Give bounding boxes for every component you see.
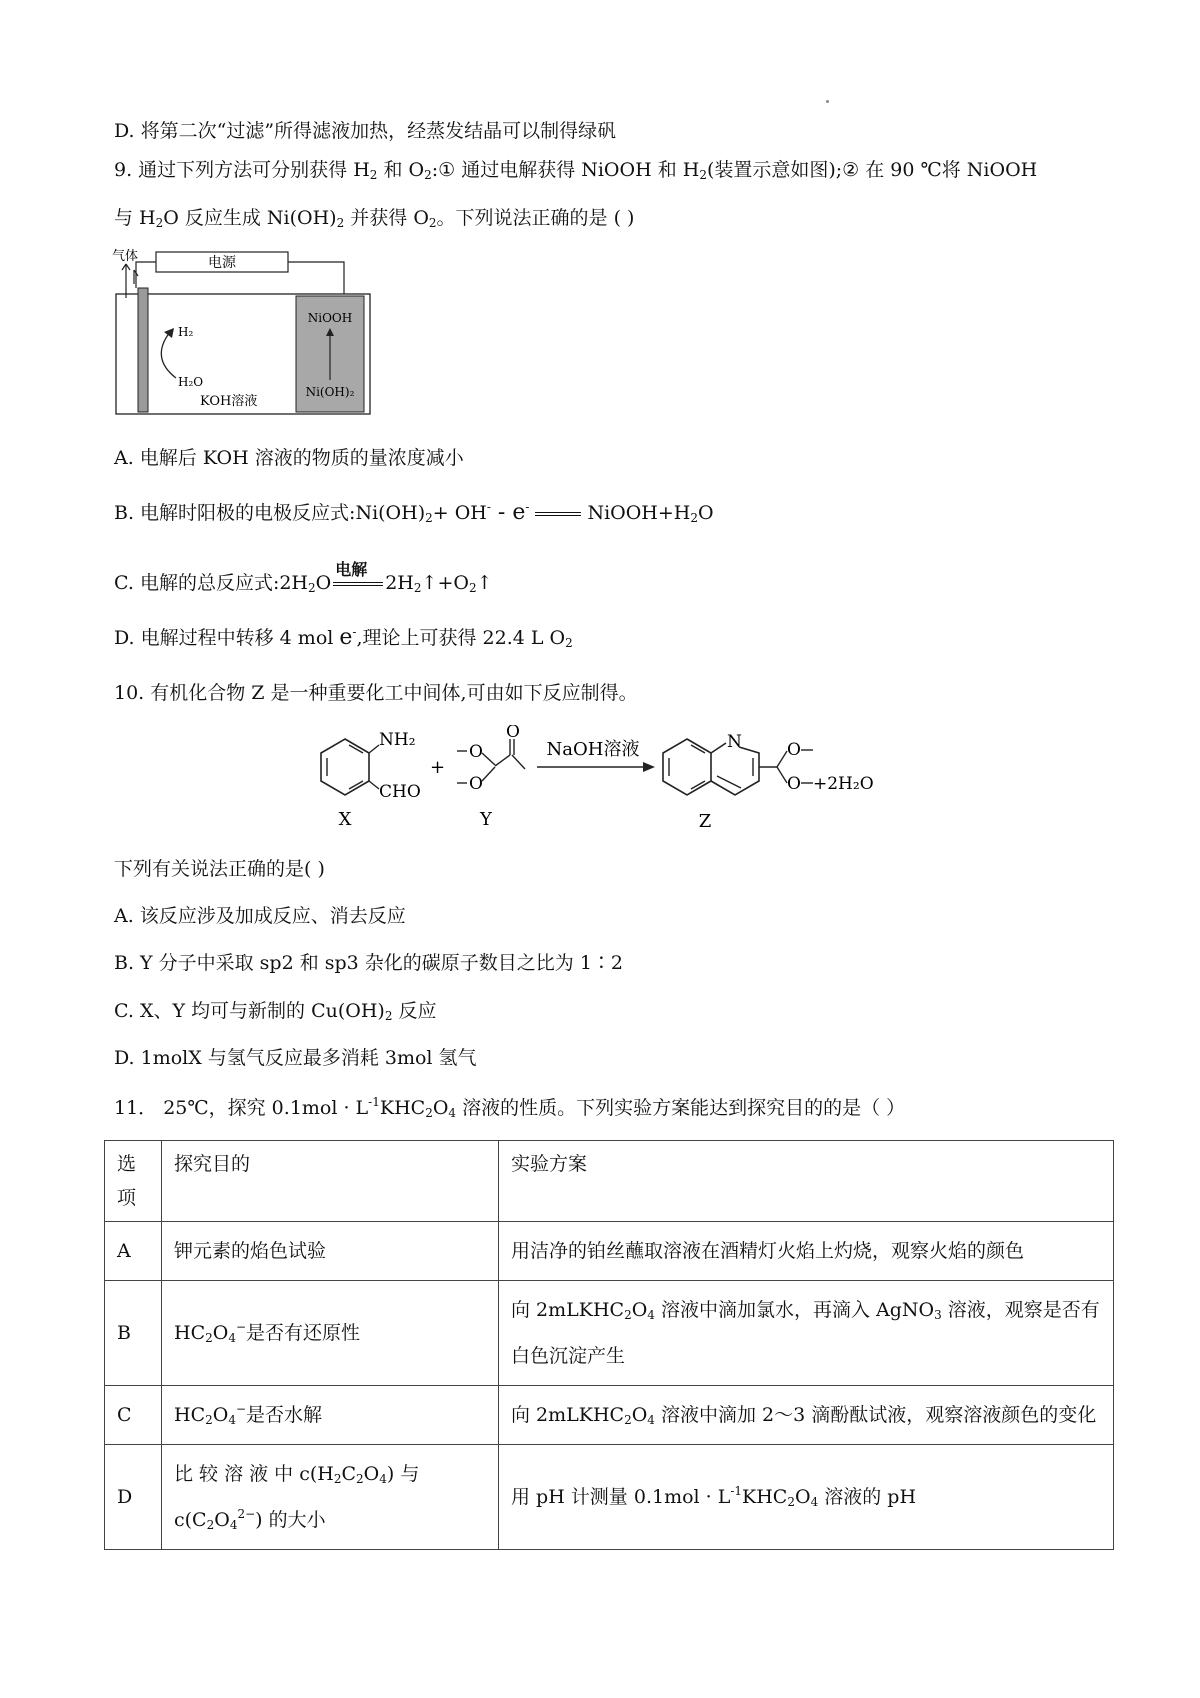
row-plan: 用 pH 计测量 $0.1mol \cdot L^{-1}KHC_2O_4$ 溶液的 pH <box>499 1445 1114 1550</box>
nioh2-label: Ni(OH)₂ <box>305 385 355 399</box>
table-row <box>105 1445 1114 1550</box>
x-nh2-label: NH₂ <box>379 730 416 750</box>
q10-option-b: B. Y 分子中采取 sp2 和 sp3 杂化的碳原子数目之比为 1∶2 <box>114 952 624 974</box>
header-plan: 实验方案 <box>499 1141 1114 1222</box>
h2-label: H₂ <box>178 325 194 339</box>
q10-lead: 下列有关说法正确的是( ) <box>114 858 325 880</box>
row-purpose: $HC_2O_4^-$是否有还原性 <box>162 1281 499 1386</box>
q10-option-c: C. X、Y 均可与新制的 $Cu(OH)_2$ 反应 <box>114 1000 437 1023</box>
svg-text:O: O <box>787 740 801 760</box>
q10-stem: 10. 有机化合物 Z 是一种重要化工中间体,可由如下反应制得。 <box>114 682 638 704</box>
row-purpose: 比 较 溶 液 中 $c(H_2C_2O_4)$ 与 $c(C_2O_4^{2-})$ 的大小 <box>162 1445 499 1550</box>
q9-option-d: D. 电解过程中转移 4 mol e-,理论上可获得 22.4 L $O_2$ <box>114 625 573 650</box>
q9-option-a: A. 电解后 KOH 溶液的物质的量浓度减小 <box>114 447 464 469</box>
z-benzo-ring <box>663 739 711 795</box>
label-y: Y <box>480 809 492 830</box>
power-label: 电源 <box>208 255 236 271</box>
electrolysis-condition: 电解 <box>335 560 368 579</box>
niooh-label: NiOOH <box>307 311 353 325</box>
x-cho-label: CHO <box>379 782 421 802</box>
z-pyridine-ring <box>711 747 759 795</box>
row-key: C <box>105 1386 162 1445</box>
table-header-row <box>105 1141 1114 1222</box>
electrolysis-diagram <box>112 248 372 422</box>
gas-label: 气体 <box>112 249 139 264</box>
q9-option-b: B. 电解时阳极的电极反应式$:Ni(OH)_2+ OH^- - e^-$ $NiOOH+H_2O$ <box>114 500 714 525</box>
experiment-table <box>104 1140 1114 1550</box>
table-row <box>105 1222 1114 1281</box>
svg-text:O: O <box>469 742 483 762</box>
table-row <box>105 1281 1114 1386</box>
row-plan: 向 $2mLKHC_2O_4$ 溶液中滴加 2～3 滴酚酞试液，观察溶液颜色的变化 <box>499 1386 1114 1445</box>
scan-dot <box>826 100 829 103</box>
row-plan: 向 $2mLKHC_2O_4$ 溶液中滴加氯水，再滴入 AgNO$_3$ 溶液，观察是否有白色沉淀产生 <box>499 1281 1114 1386</box>
x-benzene-ring <box>321 739 369 795</box>
byproduct-label: +2H₂O <box>813 774 874 794</box>
h2o-label: H₂O <box>178 375 204 389</box>
z-nitrogen-label: N <box>727 732 742 752</box>
svg-text:O: O <box>469 774 483 794</box>
header-option: 选项 <box>105 1141 162 1222</box>
row-key: D <box>105 1445 162 1550</box>
row-key: A <box>105 1222 162 1281</box>
koh-label: KOH溶液 <box>200 394 258 409</box>
q10-option-d: D. 1molX 与氢气反应最多消耗 3mol 氢气 <box>114 1047 477 1069</box>
q9-option-c: C. 电解的总反应式$:2H_2O$ 电解 $2H_2↑+O_2↑$ <box>114 570 493 596</box>
q9-stem-line1: 9. 通过下列方法可分别获得 $H_2$ 和 $O_2:①$ 通过电解获得 NiOOH 和 $H_2$(装置示意如图);② 在 90 ℃将 NiOOH <box>114 159 1038 182</box>
header-purpose: 探究目的 <box>162 1141 499 1222</box>
q10-option-a: A. 该反应涉及加成反应、消去反应 <box>114 905 406 927</box>
q11-stem: 11． 25℃，探究 $0.1mol \cdot L^{-1}KHC_2O_4$ 溶液的性质。下列实验方案能达到探究目的的是（ ） <box>114 1095 906 1120</box>
q8-option-d: D. 将第二次“过滤”所得滤液加热，经蒸发结晶可以制得绿矾 <box>114 120 617 142</box>
reaction-scheme <box>305 725 905 834</box>
row-plan: 用洁净的铂丝蘸取溶液在酒精灯火焰上灼烧，观察火焰的颜色 <box>499 1222 1114 1281</box>
svg-text:O: O <box>506 725 520 742</box>
reagent-label: NaOH溶液 <box>546 739 640 760</box>
row-purpose: 钾元素的焰色试验 <box>162 1222 499 1281</box>
row-purpose: $HC_2O_4^-$是否水解 <box>162 1386 499 1445</box>
row-key: B <box>105 1281 162 1386</box>
table-row <box>105 1386 1114 1445</box>
cathode <box>138 288 148 412</box>
label-x: X <box>338 809 352 830</box>
label-z: Z <box>698 811 712 830</box>
svg-text:O: O <box>787 774 801 794</box>
q9-stem-line2: 与 $H_2O$ 反应生成 $Ni(OH)_2$ 并获得 $O_2$。下列说法正确的是 ( ) <box>114 207 635 230</box>
plus-sign: + <box>430 757 446 778</box>
